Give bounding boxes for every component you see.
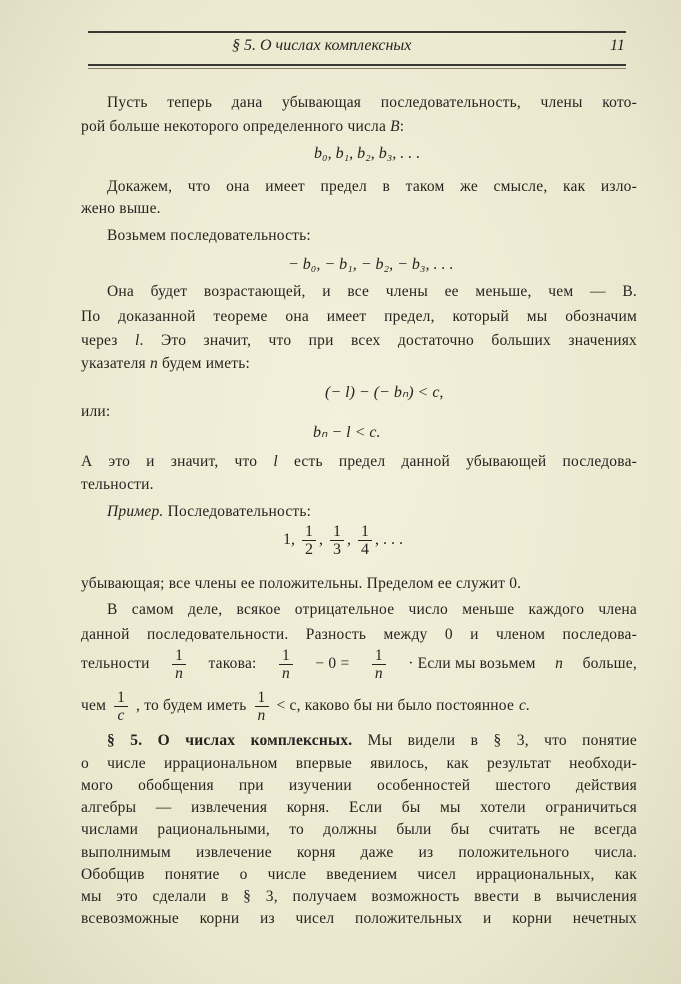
section-heading: § 5. О числах комплексных. xyxy=(107,732,353,749)
math-var: l xyxy=(273,453,278,470)
text-line: Пусть теперь дана убывающая последовательность, члены кото- xyxy=(107,94,637,111)
header-bottom-rule-thin xyxy=(88,68,626,69)
text-line xyxy=(81,452,637,472)
text: будем иметь: xyxy=(161,355,251,372)
text-line: Докажем, что она имеет предел в таком же смысле, как изло- xyxy=(107,178,637,195)
fraction-1-over-n xyxy=(279,647,293,682)
text: < c, каково бы ни было постоянное xyxy=(276,697,515,714)
numerator: 1 xyxy=(372,647,386,665)
running-header-title: § 5. О числах комплексных xyxy=(232,37,412,54)
numerator: 1 xyxy=(302,523,316,541)
text: : xyxy=(399,118,405,135)
text-line: мого обобщения при изучении особенностей шестого действия xyxy=(81,777,637,794)
text-line xyxy=(107,731,637,751)
text-line xyxy=(81,117,637,137)
fraction-1-over-n xyxy=(255,689,269,724)
denominator: n xyxy=(282,664,290,682)
text: А это и значит, что xyxy=(81,453,258,470)
text-line: алгебры — извлечения корня. Если бы мы хотели ограничиться xyxy=(81,799,637,816)
numerator: 1 xyxy=(330,523,344,541)
formula-inequality-1: (− l) − (− bₙ) < c, xyxy=(325,384,444,401)
numerator: 1 xyxy=(255,689,269,707)
text: Последовательность: xyxy=(167,503,312,520)
header-bottom-rule xyxy=(88,64,626,66)
fraction xyxy=(358,523,372,558)
text-line-with-fractions xyxy=(81,688,637,724)
fraction-1-over-n xyxy=(372,647,386,682)
text-line: В самом деле, всякое отрицательное число меньше каждого члена xyxy=(107,601,637,618)
formula-sequence-b: b₀, b₁, b₂, b₃, . . . xyxy=(314,145,421,162)
text-line: числами рациональными, то должны были бы считать не всегда xyxy=(81,821,637,838)
text-line: данной последовательности. Разность между 0 и членом последова- xyxy=(81,626,637,643)
header-top-rule xyxy=(88,31,626,33)
fraction-1-over-c xyxy=(114,689,128,724)
ellipsis: . . . xyxy=(383,531,403,549)
text-line-with-fractions xyxy=(81,646,637,682)
text: больше, xyxy=(582,655,637,672)
math-var: c. xyxy=(519,697,531,714)
text-line: жено выше. xyxy=(81,200,161,217)
text-line: Возьмем последовательность: xyxy=(107,227,311,244)
denominator: n xyxy=(175,664,184,682)
fraction-1-over-n xyxy=(172,647,186,682)
text-line: всевозможные корни из чисел положительных и корни нечетных xyxy=(81,910,637,927)
text-line: убывающая; все члены ее положительны. Пределом ее служит 0. xyxy=(81,575,522,592)
fraction xyxy=(302,523,316,558)
denominator: 2 xyxy=(305,541,313,558)
example-label: Пример. xyxy=(107,503,164,520)
numerator: 1 xyxy=(114,689,128,707)
page-number: 11 xyxy=(610,37,625,54)
math-var: B xyxy=(390,118,400,135)
denominator: n xyxy=(374,664,383,682)
text-line: Обобщив понятие о числе введением чисел иррациональных, как xyxy=(81,866,637,883)
text: , то будем иметь xyxy=(136,697,247,714)
numerator: 1 xyxy=(279,647,293,665)
text: − 0 = xyxy=(315,655,350,672)
text: такова: xyxy=(208,655,257,672)
text-line: По доказанной теореме она имеет предел, который мы обозначим xyxy=(81,308,637,325)
math-var: n xyxy=(555,655,564,672)
text: есть предел данной убывающей последова- xyxy=(293,453,638,470)
text-line: тельности. xyxy=(81,476,154,493)
text-line: выполнимым извлечение корня даже из положительного числа. xyxy=(81,844,637,861)
text: Мы видели в § 3, что понятие xyxy=(367,732,637,749)
text-line xyxy=(81,354,637,374)
denominator: 3 xyxy=(333,541,341,558)
text-line: Она будет возрастающей, и все члены ее меньше, чем — B. xyxy=(107,283,637,300)
text-line: о числе иррациональном впервые явилось, как результат необходи- xyxy=(81,755,637,772)
math-var: l xyxy=(135,332,140,349)
text: рой больше некоторого определенного числа xyxy=(81,118,387,135)
denominator: n xyxy=(257,706,266,724)
denominator: c xyxy=(117,706,125,724)
formula-inequality-2: bₙ − l < c. xyxy=(313,424,381,441)
formula-harmonic-sequence: 1, $\frac{1}{2}$ , $\frac{1}{3}$ , $\frac{1}{4}$ , . . . xyxy=(283,523,403,558)
text: · Если мы возьмем xyxy=(408,655,536,672)
text-line: мы это сделали в § 3, получаем возможность ввести в вычисления xyxy=(81,888,637,905)
text: указателя xyxy=(81,355,146,372)
numerator: 1 xyxy=(358,523,372,541)
text-line xyxy=(81,331,637,351)
denominator: 4 xyxy=(361,541,369,558)
formula-negative-sequence: − b₀, − b₁, − b₂, − b₃, . . . xyxy=(288,256,454,273)
math-term: 1, xyxy=(283,531,295,549)
text: через xyxy=(81,332,118,349)
text: . Это значит, что при всех достаточно больших значениях xyxy=(139,332,637,349)
text-line: или: xyxy=(81,403,111,420)
fraction xyxy=(330,523,344,558)
math-var: n xyxy=(149,355,158,372)
numerator: 1 xyxy=(172,647,186,665)
text: тельности xyxy=(81,655,150,672)
text-line xyxy=(107,502,637,522)
text: чем xyxy=(81,697,107,714)
